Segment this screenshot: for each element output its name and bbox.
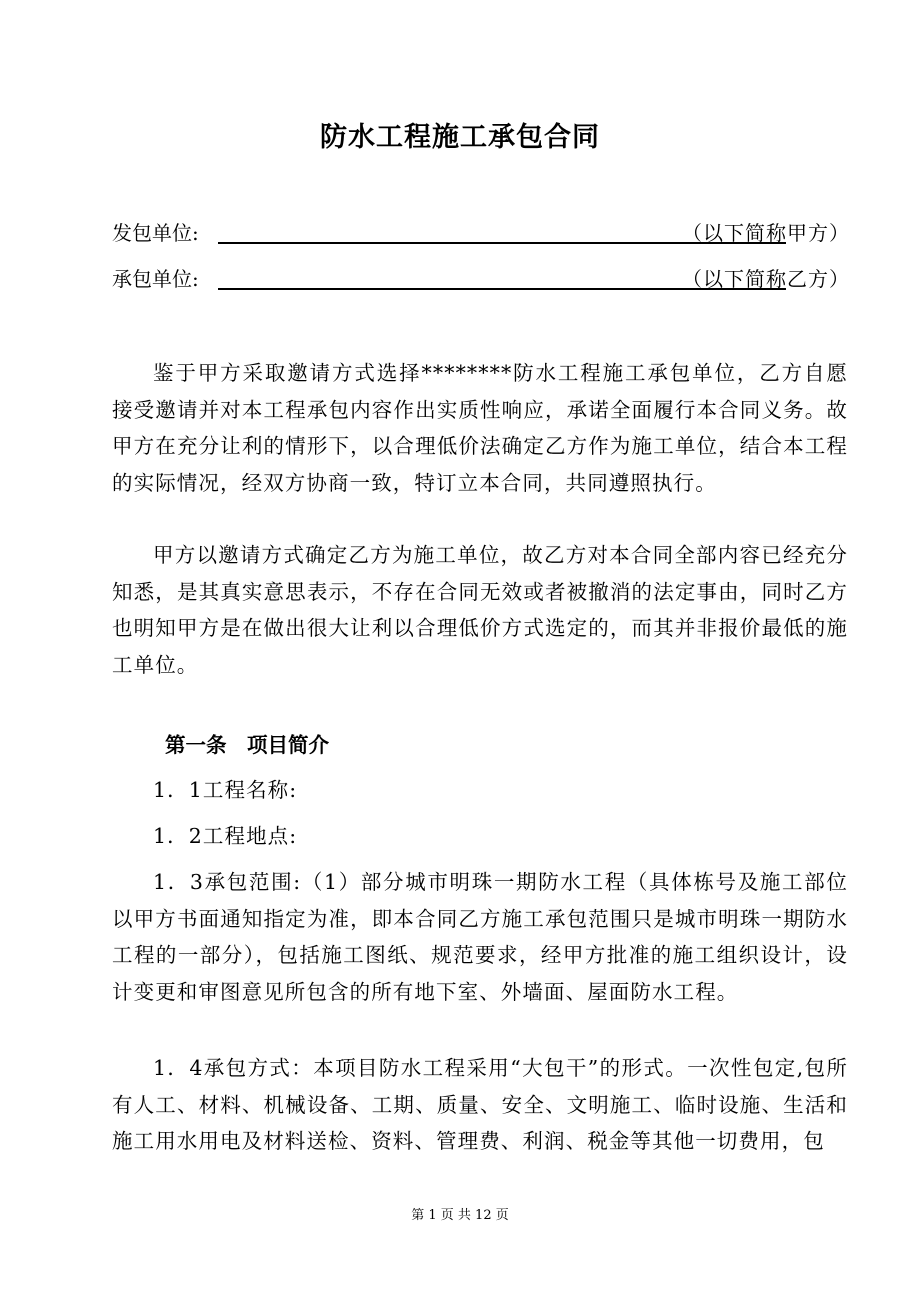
item-1-3-paragraph: 1．3承包范围:（1）部分城市明珠一期防水工程（具体栋号及施工部位以甲方书面通知指定为准，即本合同乙方施工承包范围只是城市明珠一期防水工程的一部分），包括施工图纸、规范要求，经甲方批准的施工组织设计，设计变更和审图意见所包含的所有地下室、外墙面、屋面防水工程。 (112, 870, 848, 1004)
page-footer: 第 1 页 共 12 页 (411, 1208, 509, 1223)
document-title: 防水工程施工承包合同 (320, 122, 600, 153)
party-a-label: 发包单位: (112, 221, 199, 245)
party-b-label: 承包单位: (112, 267, 199, 291)
item-1-2: 1．2工程地点: (153, 824, 298, 848)
article-1-heading: 第一条 项目简介 (165, 733, 329, 757)
preamble-paragraph-2: 甲方以邀请方式确定乙方为施工单位，故乙方对本合同全部内容已经充分知悉，是其真实意思表示，不存在合同无效或者被撤消的法定事由，同时乙方也明知甲方是在做出很大让利以合理低价方式选定的，而其并非报价最低的施工单位。 (112, 543, 848, 677)
party-a-row (112, 213, 850, 253)
party-b-row (112, 259, 850, 299)
item-1-4-paragraph: 1．4承包方式：本项目防水工程采用“大包干”的形式。一次性包定,包所有人工、材料、机械设备、工期、质量、安全、文明施工、临时设施、生活和施工用水用电及材料送检、资料、管理费、利润、税金等其他一切费用，包 (112, 1056, 848, 1153)
party-a-note: （以下简称甲方） (682, 221, 850, 245)
item-1-1: 1．1工程名称: (153, 778, 298, 802)
preamble-paragraph-1: 鉴于甲方采取邀请方式选择********防水工程施工承包单位，乙方自愿接受邀请并对本工程承包内容作出实质性响应，承诺全面履行本合同义务。故甲方在充分让利的情形下，以合理低价法确定乙方作为施工单位，结合本工程的实际情况，经双方协商一致，特订立本合同，共同遵照执行。 (112, 361, 848, 495)
party-b-note: （以下简称乙方） (682, 267, 850, 291)
